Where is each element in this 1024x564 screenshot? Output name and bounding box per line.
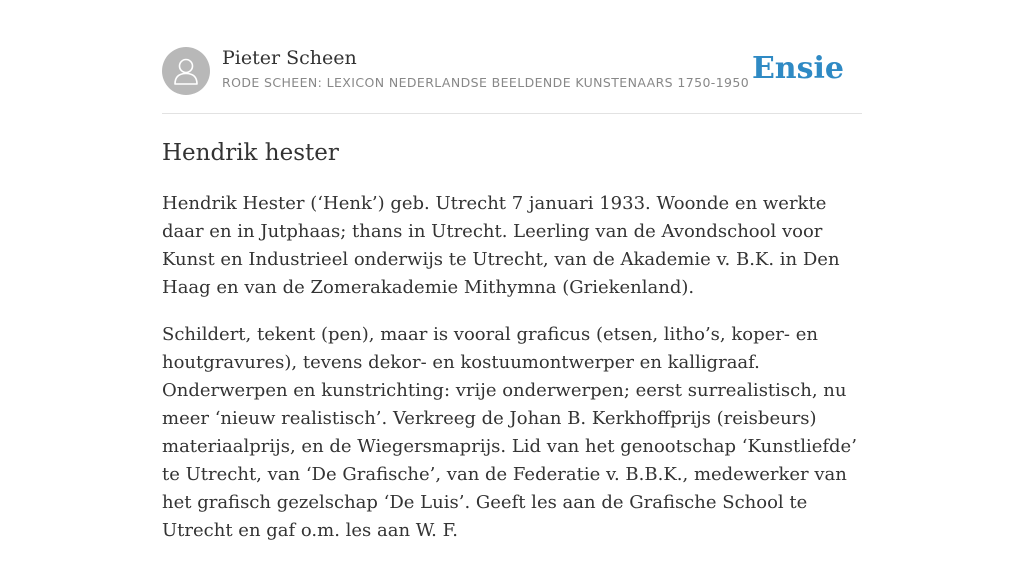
source-title[interactable]: RODE SCHEEN: LEXICON NEDERLANDSE BEELDENDE KUNSTENAARS 1750-1950 — [222, 75, 750, 90]
paragraph: Hendrik Hester (‘Henk’) geb. Utrecht 7 januari 1933. Woonde en werkte daar en in Jutphaas; thans in Utrecht. Leerling van de Avondschool voor Kunst en Industrieel onderwijs te Utrecht, van de Akademie v. B.K. in Den Haag en van de Zomerakademie Mithymna (Griekenland). — [162, 193, 840, 298]
author-name[interactable]: Pieter Scheen — [222, 47, 357, 69]
ensie-logo[interactable]: Ensie — [751, 51, 844, 86]
header-divider — [162, 113, 862, 114]
page-title: Hendrik hester — [162, 140, 339, 166]
article-body — [162, 190, 862, 564]
author-header — [162, 47, 862, 95]
paragraph: Schildert, tekent (pen), maar is vooral graficus (etsen, litho’s, koper- en houtgravures), tevens dekor- en kostuumontwerper en kalligraaf. Onderwerpen en kunstrichting: vrije onderwerpen; eerst surrealistisch, nu meer ‘nieuw realistisch’. Verkreeg de Johan B. Kerkhoffprijs (reisbeurs) materiaalprijs, en de Wiegersmaprijs. Lid van het genootschap ‘Kunstliefde’ te Utrecht, van ‘De Grafische’, van de Federatie v. B.B.K., medewerker van het grafisch gezelschap ‘De Luis’. Geeft les aan de Grafische School te Utrecht en gaf o.m. les aan W. F. — [162, 324, 857, 541]
avatar[interactable] — [162, 47, 210, 95]
user-icon — [172, 56, 200, 86]
article-page — [162, 0, 862, 541]
